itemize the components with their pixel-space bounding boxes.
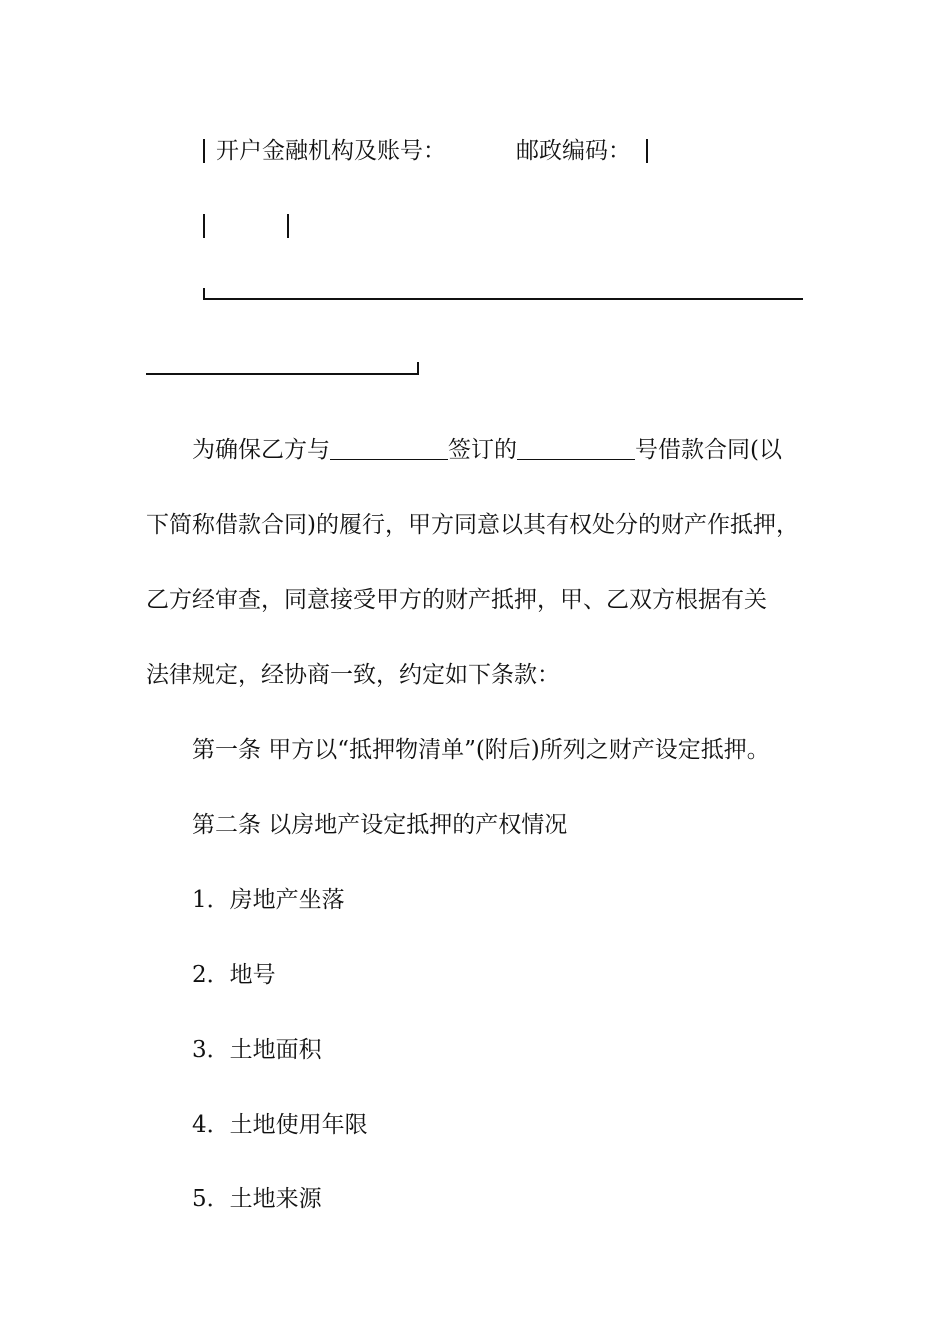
preamble-part-3: 号借款合同(以 [635,437,782,463]
lender-blank [330,437,448,460]
preamble-line-3: 乙方经审查，同意接受甲方的财产抵押，甲、乙双方根据有关 [146,587,767,613]
preamble-part-1: 为确保乙方与 [192,437,330,463]
table-right-border [646,139,648,163]
table-bottom-right-corner [417,362,419,375]
postcode-label: 邮政编码： [516,138,631,164]
article-1: 第一条 甲方以“抵押物清单”(附后)所列之财产设定抵押。 [192,737,770,763]
table-bottom-border [203,298,803,300]
contract-number-blank [517,437,635,460]
preamble-line-1 [192,435,782,465]
bank-account-label: 开户金融机构及账号： [216,138,446,164]
table-bottom-border-continued [146,373,419,375]
list-item: 1．房地产坐落 [192,887,345,913]
article-2: 第二条 以房地产设定抵押的产权情况 [192,812,568,838]
table-left-border [203,139,205,163]
preamble-line-4: 法律规定，经协商一致，约定如下条款： [146,662,560,688]
list-item: 3．土地面积 [192,1037,322,1063]
list-item: 5．土地来源 [192,1186,322,1212]
list-item: 4．土地使用年限 [192,1112,368,1138]
preamble-part-2: 签订的 [448,437,517,463]
table-cell-divider [287,214,289,238]
preamble-line-2: 下简称借款合同)的履行，甲方同意以其有权处分的财产作抵押， [146,512,799,538]
table-left-border-row2 [203,214,205,238]
list-item: 2．地号 [192,962,276,988]
